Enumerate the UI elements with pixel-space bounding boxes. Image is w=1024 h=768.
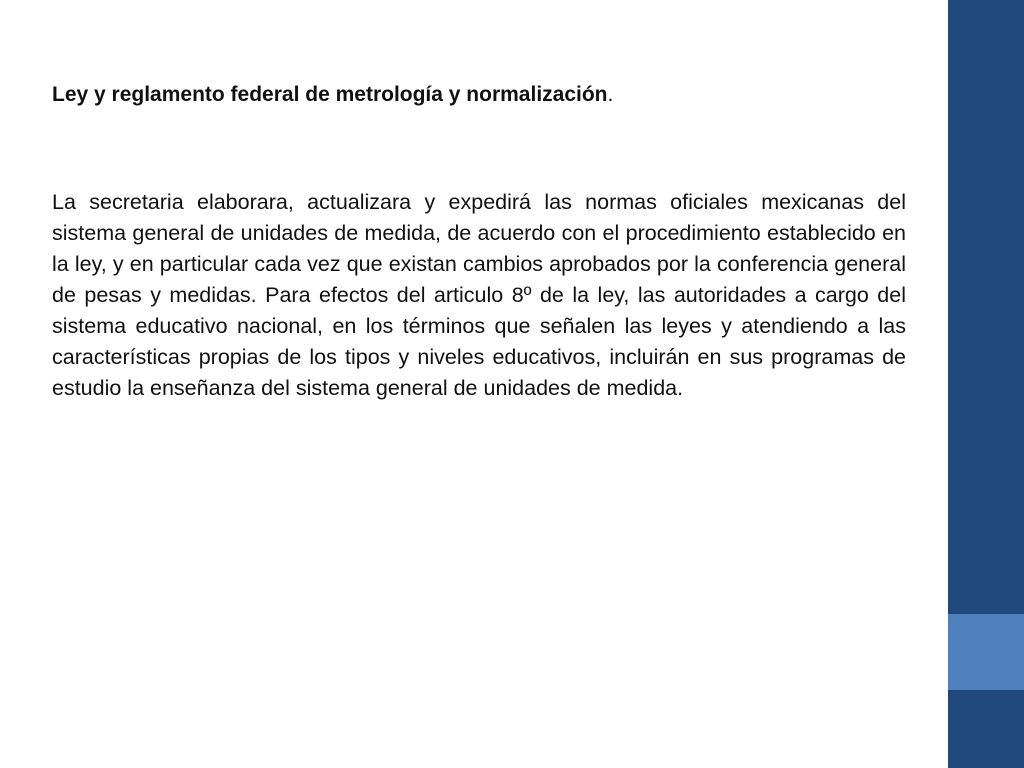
slide-title-period: . [607, 83, 614, 107]
slide-body-paragraph: La secretaria elaborara, actualizara y expedirá las normas oficiales mexicanas del sistema general de unidades de medida, de acuerdo con el procedimiento establecido en la ley, y en particular cada vez que existan cambios aprobados por la conferencia general de pesas y medidas. Para efectos del articulo 8º de la ley, las autoridades a cargo del sistema educativo nacional, en los términos que señalen las leyes y atendiendo a las características propias de los tipos y niveles educativos, incluirán en sus programas de estudio la enseñanza del sistema general de unidades de medida. [52, 190, 906, 400]
decorative-sidebar [948, 0, 1024, 768]
slide-title-text: Ley y reglamento federal de metrología y normalización [52, 83, 608, 107]
slide-title [52, 80, 912, 110]
sidebar-accent-block [948, 614, 1024, 690]
